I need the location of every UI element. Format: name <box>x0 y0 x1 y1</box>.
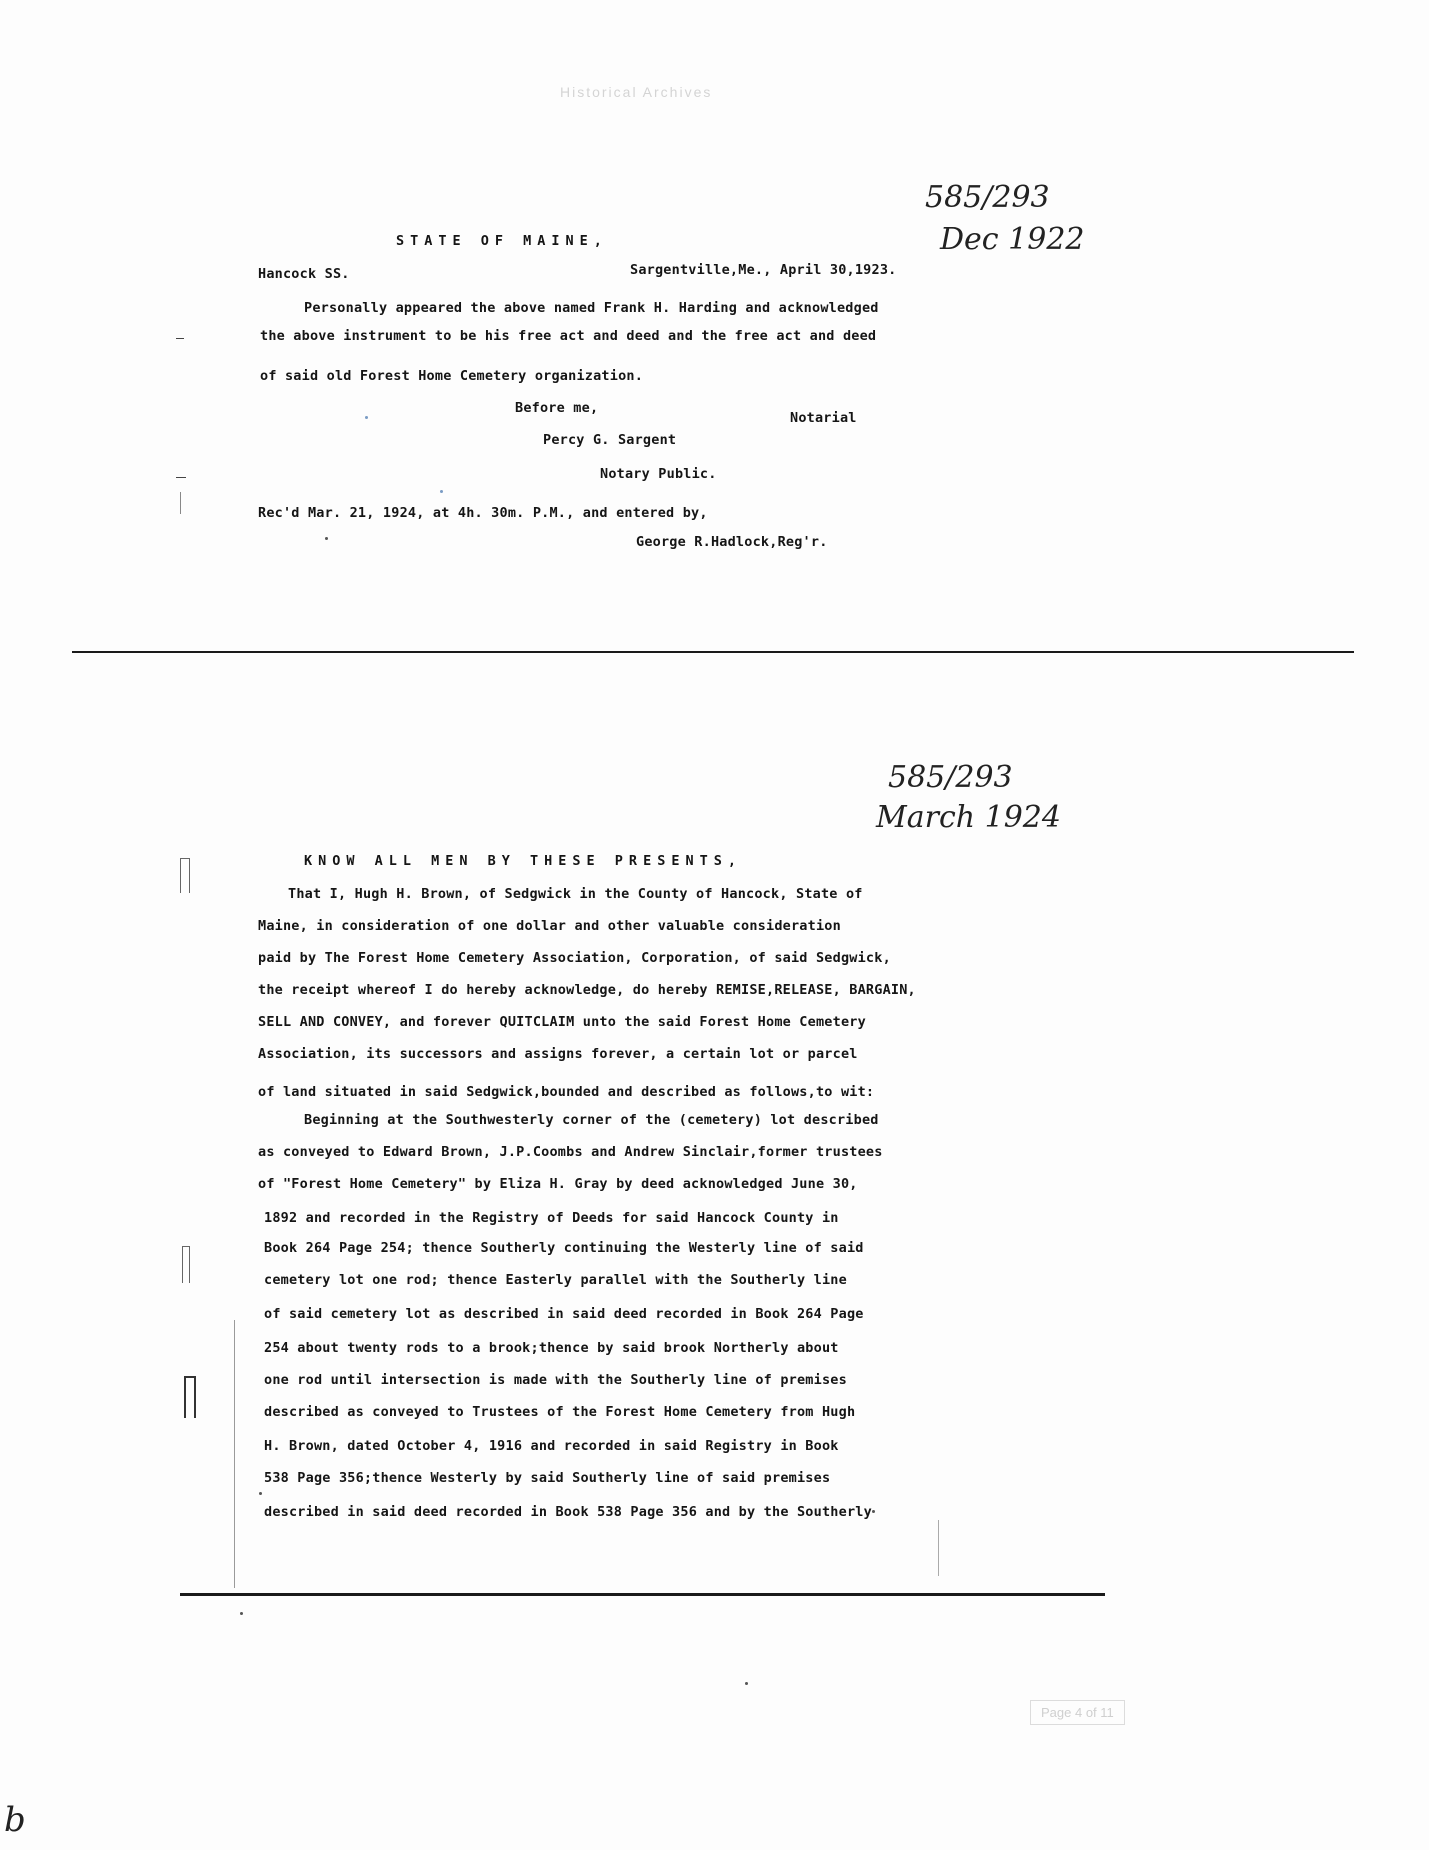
annotation-book-page-2: 585/293 <box>888 760 1013 795</box>
deed-line-19: 538 Page 356;thence Westerly by said Southerly line of said premises <box>264 1470 831 1486</box>
corner-mark: b <box>4 1800 26 1840</box>
speck-blue-2 <box>440 490 443 493</box>
margin-bracket-2 <box>182 1246 190 1283</box>
deed-line-15: 254 about twenty rods to a brook;thence by said brook Northerly about <box>264 1340 839 1356</box>
deed-bottom-rule <box>180 1593 1105 1596</box>
section1-title: STATE OF MAINE, <box>396 233 608 249</box>
deed-line-20: described in said deed recorded in Book 538 Page 356 and by the Southerly <box>264 1504 872 1520</box>
speck-5 <box>240 1612 243 1615</box>
deed-line-10: of "Forest Home Cemetery" by Eliza H. Gray by deed acknowledged June 30, <box>258 1176 858 1192</box>
annotation-book-page-1: 585/293 <box>925 180 1050 215</box>
annotation-date-2: March 1924 <box>876 800 1061 835</box>
deed-line-18: H. Brown, dated October 4, 1916 and recorded in said Registry in Book <box>264 1438 839 1454</box>
deed-line-11: 1892 and recorded in the Registry of Deeds for said Hancock County in <box>264 1210 839 1226</box>
deed-line-3: paid by The Forest Home Cemetery Association, Corporation, of said Sedgwick, <box>258 950 891 966</box>
before-me: Before me, <box>515 400 599 416</box>
deed-line-2: Maine, in consideration of one dollar and other valuable consideration <box>258 918 841 934</box>
recording-note: Rec'd Mar. 21, 1924, at 4h. 30m. P.M., and entered by, <box>258 505 708 521</box>
county-label: Hancock SS. <box>258 266 350 282</box>
deed-line-14: of said cemetery lot as described in said deed recorded in Book 264 Page <box>264 1306 864 1322</box>
deed-line-12: Book 264 Page 254; thence Southerly continuing the Westerly line of said <box>264 1240 864 1256</box>
header-stamp: Historical Archives <box>560 84 713 100</box>
frame-right-edge <box>938 1520 939 1576</box>
deed-line-4: the receipt whereof I do hereby acknowledge, do hereby REMISE,RELEASE, BARGAIN, <box>258 982 916 998</box>
notarial-seal-label: Notarial <box>790 410 857 426</box>
notary-name: Percy G. Sargent <box>543 432 677 448</box>
place-date: Sargentville,Me., April 30,1923. <box>630 262 897 278</box>
speck-4 <box>745 1682 748 1685</box>
margin-bracket-1 <box>180 858 190 893</box>
register-signature: George R.Hadlock,Reg'r. <box>636 534 828 550</box>
footer-page-stamp: Page 4 of 11 <box>1030 1700 1125 1725</box>
speck-blue-1 <box>365 416 368 419</box>
margin-bracket-3 <box>184 1376 196 1418</box>
margin-dash-1 <box>176 338 184 339</box>
deed-line-8: Beginning at the Southwesterly corner of the (cemetery) lot described <box>304 1112 879 1128</box>
margin-tick-1 <box>180 492 181 514</box>
acknowledgment-line-2: the above instrument to be his free act and deed and the free act and deed <box>260 328 877 344</box>
annotation-date-1: Dec 1922 <box>940 222 1085 257</box>
margin-dash-2 <box>176 477 186 478</box>
notary-title: Notary Public. <box>600 466 717 482</box>
deed-line-6: Association, its successors and assigns forever, a certain lot or parcel <box>258 1046 858 1062</box>
section-divider <box>72 651 1354 653</box>
deed-line-9: as conveyed to Edward Brown, J.P.Coombs and Andrew Sinclair,former trustees <box>258 1144 883 1160</box>
deed-line-5: SELL AND CONVEY, and forever QUITCLAIM unto the said Forest Home Cemetery <box>258 1014 866 1030</box>
deed-line-1: That I, Hugh H. Brown, of Sedgwick in the County of Hancock, State of <box>288 886 863 902</box>
speck-1 <box>325 537 328 540</box>
deed-line-13: cemetery lot one rod; thence Easterly parallel with the Southerly line <box>264 1272 847 1288</box>
speck-3 <box>872 1510 875 1513</box>
deed-line-7: of land situated in said Sedgwick,bounded and described as follows,to wit: <box>258 1084 875 1100</box>
acknowledgment-line-1: Personally appeared the above named Frank H. Harding and acknowledged <box>304 300 879 316</box>
deed-line-16: one rod until intersection is made with the Southerly line of premises <box>264 1372 847 1388</box>
acknowledgment-line-3: of said old Forest Home Cemetery organization. <box>260 368 644 384</box>
deed-title: KNOW ALL MEN BY THESE PRESENTS, <box>304 853 742 869</box>
deed-line-17: described as conveyed to Trustees of the Forest Home Cemetery from Hugh <box>264 1404 856 1420</box>
frame-left-edge <box>234 1320 235 1588</box>
speck-2 <box>259 1492 262 1495</box>
